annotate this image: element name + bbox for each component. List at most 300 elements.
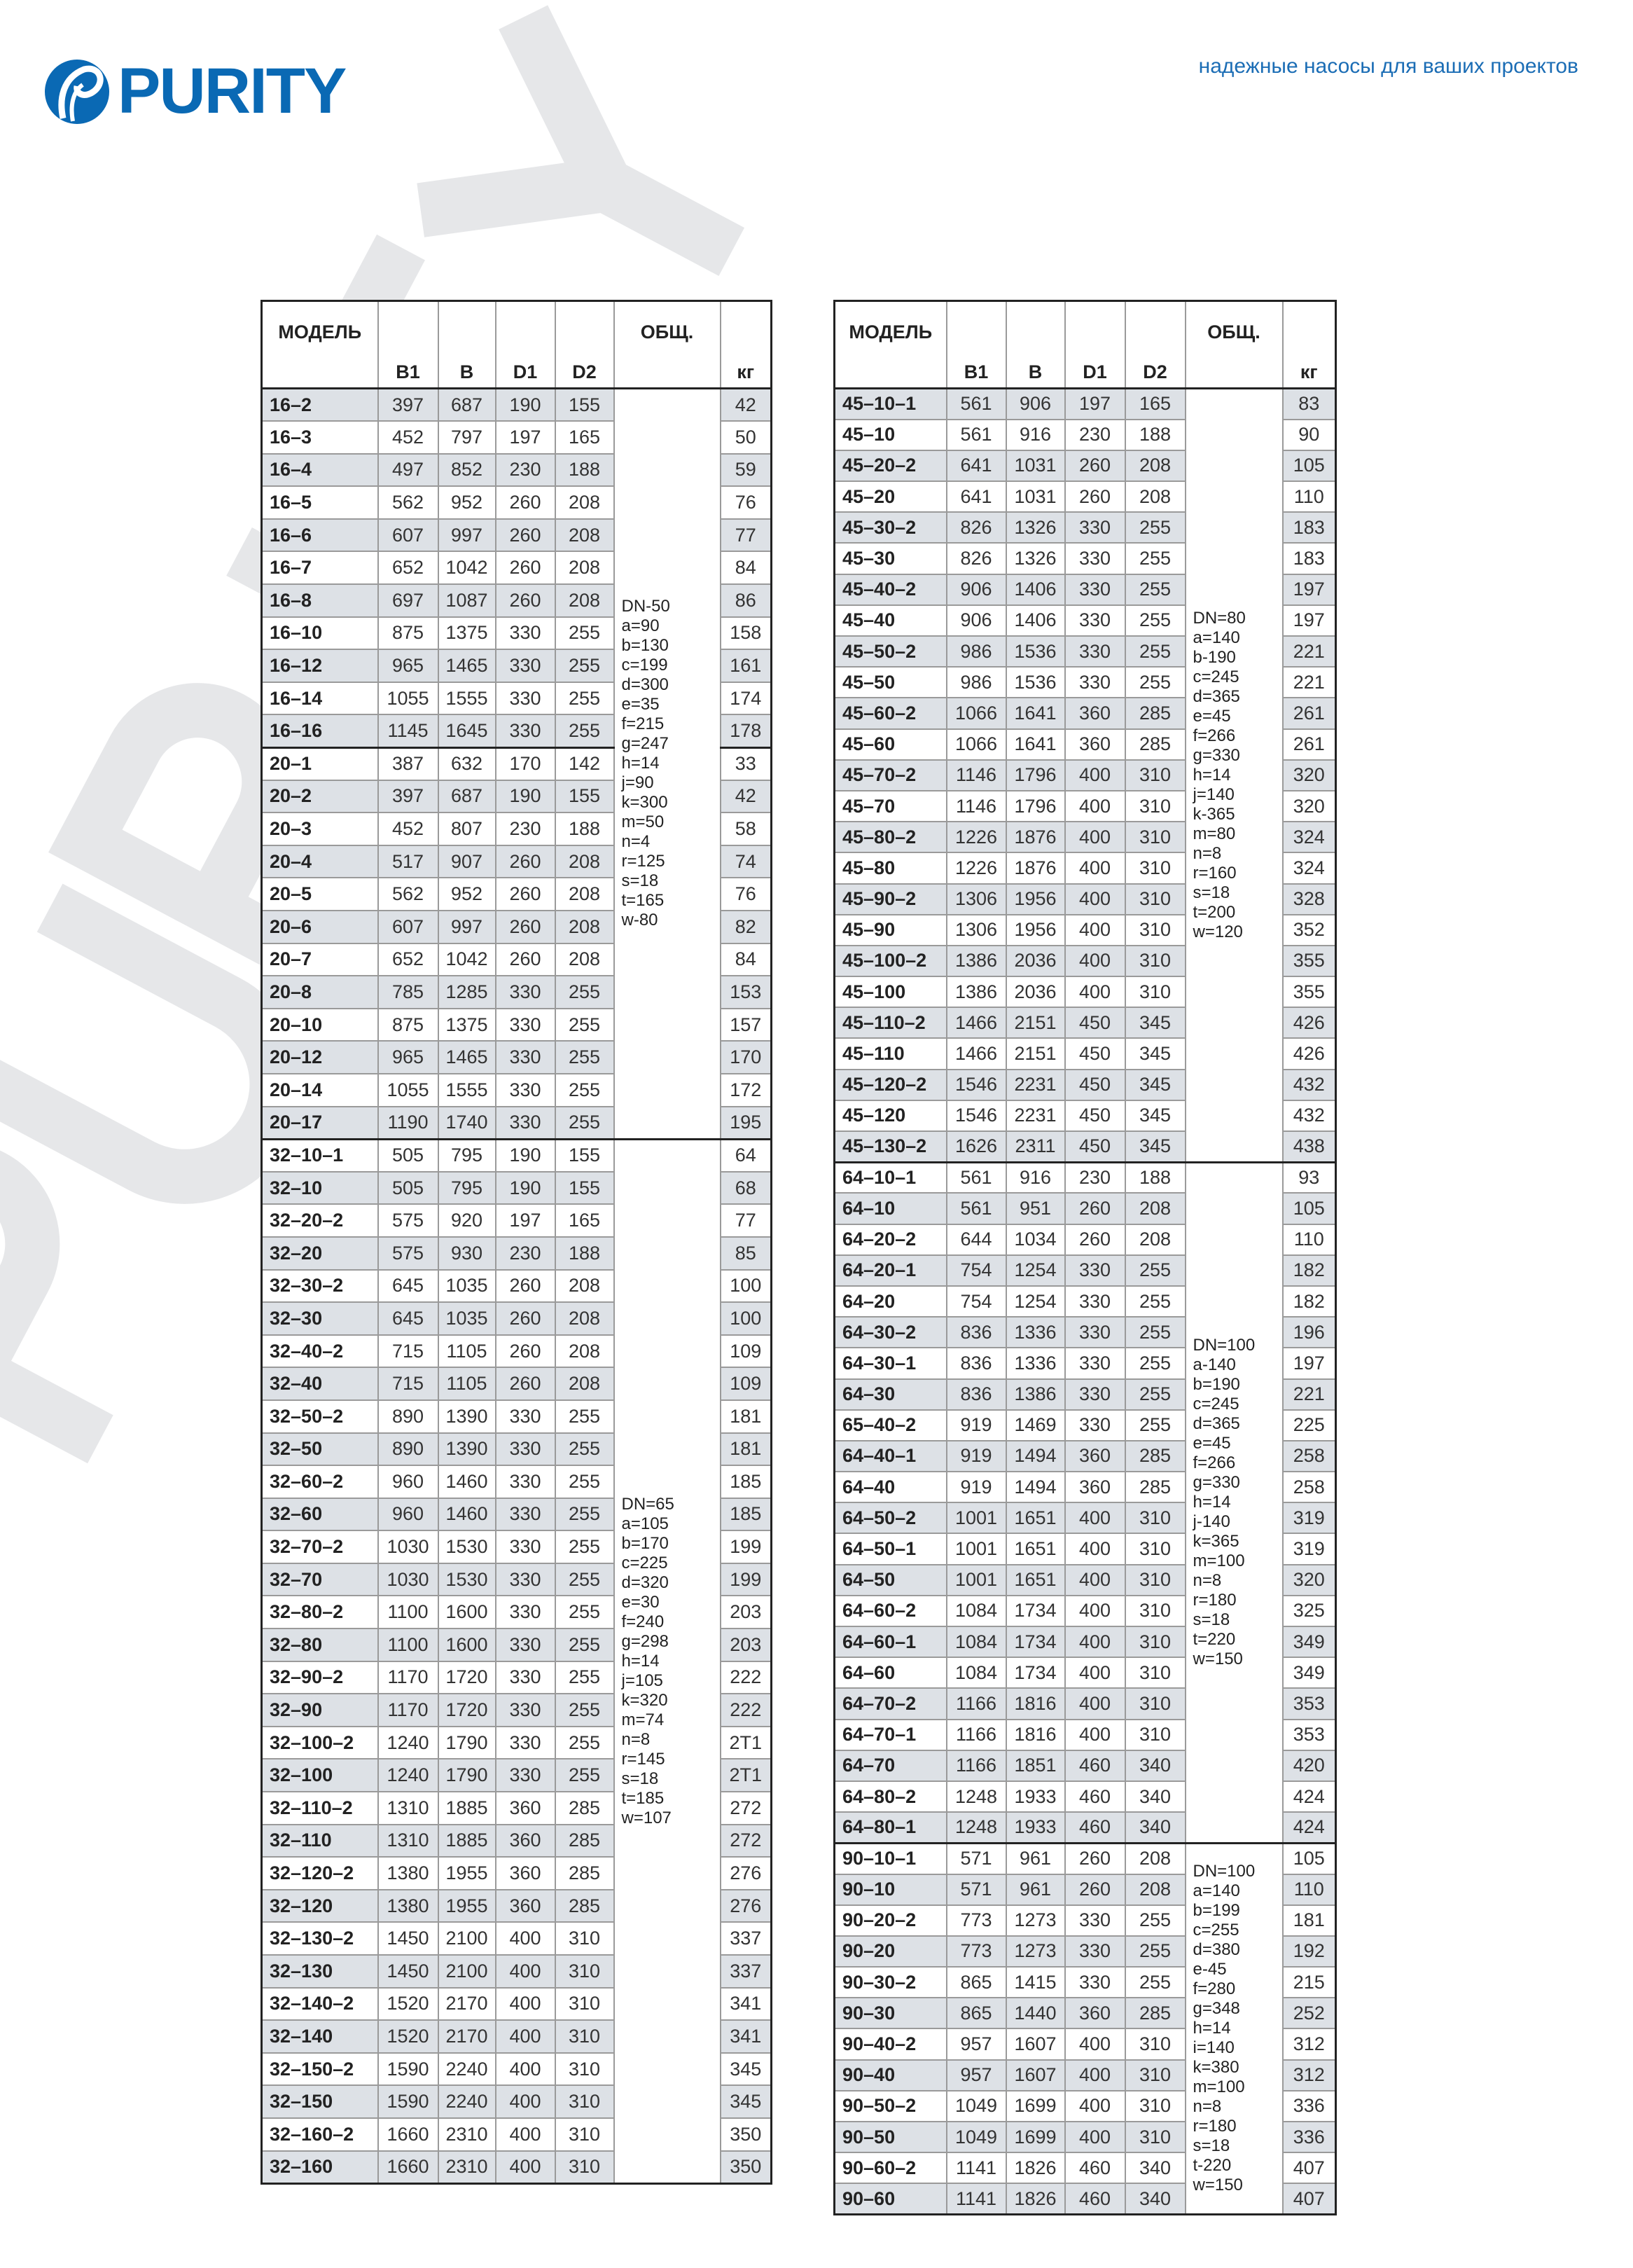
d1-cell: 260 [496,1335,555,1368]
d2-cell: 208 [555,519,614,552]
b1-cell: 1049 [947,2091,1006,2122]
model-cell: 32–130–2 [262,1922,378,1955]
b-cell: 916 [1006,1162,1065,1193]
model-cell: 32–160 [262,2151,378,2184]
b-cell: 1876 [1006,852,1065,883]
d1-cell: 190 [496,389,555,422]
d1-cell: 450 [1065,1038,1125,1069]
weight-cell: 221 [1283,636,1336,667]
d2-cell: 340 [1125,1781,1186,1812]
d1-cell: 260 [1065,1193,1125,1224]
b-cell: 795 [438,1139,496,1172]
model-cell: 90–40–2 [835,2028,947,2059]
d1-cell: 260 [496,911,555,943]
weight-cell: 105 [1283,450,1336,481]
b-cell: 1375 [438,617,496,650]
column-header: МОДЕЛЬ [835,301,947,389]
model-cell: 32–150–2 [262,2053,378,2086]
b1-cell: 1590 [378,2085,438,2118]
d2-cell: 285 [1125,1472,1186,1502]
b-cell: 1326 [1006,512,1065,543]
b1-cell: 754 [947,1255,1006,1286]
b1-cell: 986 [947,636,1006,667]
model-cell: 20–17 [262,1107,378,1140]
b1-cell: 1226 [947,852,1006,883]
d2-cell: 255 [555,1629,614,1661]
b-cell: 632 [438,747,496,780]
d1-cell: 400 [496,1988,555,2021]
d2-cell: 255 [555,1530,614,1563]
d1-cell: 450 [1065,1100,1125,1131]
d1-cell: 260 [1065,450,1125,481]
d1-cell: 460 [1065,1812,1125,1843]
d1-cell: 330 [1065,667,1125,698]
weight-cell: 272 [721,1792,772,1825]
b1-cell: 754 [947,1286,1006,1317]
b1-cell: 1386 [947,946,1006,976]
d1-cell: 400 [1065,976,1125,1007]
model-cell: 32–80 [262,1629,378,1661]
weight-cell: 352 [1283,915,1336,946]
d2-cell: 155 [555,780,614,813]
weight-cell: 76 [721,486,772,519]
b1-cell: 1520 [378,2020,438,2053]
d1-cell: 330 [496,1759,555,1792]
weight-cell: 185 [721,1465,772,1498]
model-cell: 64–70 [835,1750,947,1781]
b1-cell: 1306 [947,915,1006,946]
weight-cell: 174 [721,682,772,715]
b1-cell: 1170 [378,1661,438,1694]
b1-cell: 1380 [378,1890,438,1923]
weight-cell: 424 [1283,1781,1336,1812]
d1-cell: 400 [496,2020,555,2053]
weight-cell: 183 [1283,543,1336,574]
model-cell: 64–10–1 [835,1162,947,1193]
column-header: В1 [947,301,1006,389]
model-cell: 16–8 [262,584,378,617]
d1-cell: 360 [496,1890,555,1923]
b1-cell: 562 [378,878,438,911]
b1-cell: 1146 [947,791,1006,822]
b1-cell: 607 [378,911,438,943]
d2-cell: 208 [555,486,614,519]
b1-cell: 517 [378,845,438,878]
b-cell: 797 [438,421,496,454]
b-cell: 2170 [438,2020,496,2053]
weight-cell: 109 [721,1335,772,1368]
b-cell: 2231 [1006,1100,1065,1131]
b-cell: 1465 [438,1041,496,1074]
b-cell: 1494 [1006,1472,1065,1502]
d1-cell: 330 [496,1041,555,1074]
weight-cell: 341 [721,2020,772,2053]
logo [42,55,345,128]
b1-cell: 497 [378,454,438,487]
d2-cell: 208 [555,878,614,911]
d2-cell: 310 [1125,1596,1186,1626]
b-cell: 961 [1006,1874,1065,1905]
d2-cell: 345 [1125,1070,1186,1100]
weight-cell: 74 [721,845,772,878]
d1-cell: 330 [1065,1936,1125,1967]
d1-cell: 260 [1065,481,1125,512]
weight-cell: 324 [1283,852,1336,883]
d1-cell: 400 [1065,2060,1125,2091]
d2-cell: 208 [555,551,614,584]
dimensions-table-left [260,300,772,2185]
b-cell: 1651 [1006,1565,1065,1596]
b-cell: 1720 [438,1661,496,1694]
b-cell: 1536 [1006,667,1065,698]
d2-cell: 255 [555,1498,614,1531]
d2-cell: 310 [1125,1626,1186,1657]
b1-cell: 715 [378,1367,438,1400]
b-cell: 1105 [438,1335,496,1368]
model-cell: 64–50 [835,1565,947,1596]
b-cell: 1469 [1006,1410,1065,1441]
b-cell: 1034 [1006,1224,1065,1255]
model-cell: 16–16 [262,714,378,747]
d2-cell: 188 [1125,420,1186,450]
d1-cell: 330 [496,1465,555,1498]
b-cell: 2151 [1006,1007,1065,1038]
b-cell: 1035 [438,1270,496,1303]
b-cell: 997 [438,911,496,943]
d1-cell: 400 [1065,2028,1125,2059]
model-cell: 16–3 [262,421,378,454]
model-cell: 64–40 [835,1472,947,1502]
b-cell: 2310 [438,2151,496,2184]
weight-cell: 2T1 [721,1727,772,1759]
model-cell: 45–130–2 [835,1131,947,1162]
model-cell: 45–70–2 [835,760,947,791]
weight-cell: 355 [1283,946,1336,976]
d1-cell: 360 [496,1792,555,1825]
b1-cell: 1055 [378,1074,438,1107]
model-cell: 32–130 [262,1955,378,1988]
column-header: В1 [378,301,438,389]
model-cell: 90–60–2 [835,2152,947,2183]
d1-cell: 190 [496,780,555,813]
b1-cell: 397 [378,780,438,813]
weight-cell: 345 [721,2053,772,2086]
model-cell: 45–120 [835,1100,947,1131]
d2-cell: 310 [1125,2091,1186,2122]
b1-cell: 1248 [947,1812,1006,1843]
d2-cell: 208 [1125,1874,1186,1905]
b1-cell: 919 [947,1472,1006,1502]
d2-cell: 255 [555,1009,614,1042]
d2-cell: 255 [555,682,614,715]
b-cell: 2240 [438,2085,496,2118]
b-cell: 1536 [1006,636,1065,667]
model-cell: 90–30 [835,1998,947,2028]
b1-cell: 561 [947,1162,1006,1193]
weight-cell: 320 [1283,1565,1336,1596]
weight-cell: 203 [721,1596,772,1629]
model-cell: 64–50–1 [835,1533,947,1564]
weight-cell: 349 [1283,1657,1336,1688]
weight-cell: 42 [721,389,772,422]
d2-cell: 285 [555,1792,614,1825]
b1-cell: 575 [378,1204,438,1237]
d1-cell: 260 [496,943,555,976]
b-cell: 907 [438,845,496,878]
weight-cell: 407 [1283,2183,1336,2214]
model-cell: 64–30–2 [835,1317,947,1348]
d1-cell: 400 [1065,915,1125,946]
model-cell: 32–70 [262,1563,378,1596]
d1-cell: 330 [1065,605,1125,636]
weight-cell: 2T1 [721,1759,772,1792]
b1-cell: 1084 [947,1596,1006,1626]
model-cell: 45–80 [835,852,947,883]
b1-cell: 1030 [378,1530,438,1563]
model-cell: 45–20 [835,481,947,512]
model-cell: 64–80–1 [835,1812,947,1843]
b1-cell: 1450 [378,1922,438,1955]
b1-cell: 1001 [947,1533,1006,1564]
b-cell: 687 [438,389,496,422]
d2-cell: 310 [1125,2122,1186,2152]
weight-cell: 50 [721,421,772,454]
b-cell: 1955 [438,1857,496,1890]
d1-cell: 460 [1065,1781,1125,1812]
d1-cell: 330 [496,1694,555,1727]
watermark-letter-y [421,18,783,349]
b1-cell: 1100 [378,1629,438,1661]
b-cell: 1555 [438,682,496,715]
weight-cell: 84 [721,551,772,584]
d1-cell: 330 [496,976,555,1009]
d1-cell: 260 [496,845,555,878]
d2-cell: 255 [555,1759,614,1792]
b1-cell: 875 [378,1009,438,1042]
d2-cell: 345 [1125,1007,1186,1038]
d1-cell: 400 [1065,822,1125,852]
d2-cell: 188 [555,454,614,487]
weight-cell: 328 [1283,884,1336,915]
weight-cell: 438 [1283,1131,1336,1162]
d1-cell: 330 [496,1433,555,1466]
model-cell: 32–60–2 [262,1465,378,1498]
b1-cell: 575 [378,1237,438,1270]
model-cell: 64–70–2 [835,1688,947,1719]
table-row [262,1139,772,1172]
model-cell: 32–120 [262,1890,378,1923]
weight-cell: 199 [721,1530,772,1563]
weight-cell: 197 [1283,605,1336,636]
b-cell: 1933 [1006,1781,1065,1812]
d1-cell: 330 [1065,1286,1125,1317]
d1-cell: 190 [496,1139,555,1172]
b-cell: 951 [1006,1193,1065,1224]
weight-cell: 110 [1283,481,1336,512]
b1-cell: 875 [378,617,438,650]
b-cell: 1851 [1006,1750,1065,1781]
d1-cell: 260 [1065,1224,1125,1255]
d1-cell: 400 [1065,852,1125,883]
b1-cell: 1240 [378,1727,438,1759]
d1-cell: 190 [496,1172,555,1205]
weight-cell: 158 [721,617,772,650]
b1-cell: 1084 [947,1626,1006,1657]
b-cell: 1790 [438,1759,496,1792]
d2-cell: 255 [555,1074,614,1107]
b-cell: 1336 [1006,1348,1065,1378]
d1-cell: 260 [496,1270,555,1303]
d2-cell: 310 [555,2020,614,2053]
b1-cell: 1190 [378,1107,438,1140]
b1-cell: 1030 [378,1563,438,1596]
model-cell: 16–14 [262,682,378,715]
b-cell: 2036 [1006,976,1065,1007]
b1-cell: 1240 [378,1759,438,1792]
b1-cell: 1055 [378,682,438,715]
b1-cell: 645 [378,1270,438,1303]
b1-cell: 562 [378,486,438,519]
d2-cell: 285 [555,1857,614,1890]
d1-cell: 400 [1065,1657,1125,1688]
b-cell: 997 [438,519,496,552]
d2-cell: 255 [555,1465,614,1498]
d1-cell: 230 [1065,420,1125,450]
weight-cell: 312 [1283,2028,1336,2059]
d2-cell: 340 [1125,2183,1186,2214]
b1-cell: 986 [947,667,1006,698]
d1-cell: 230 [1065,1162,1125,1193]
d2-cell: 208 [555,1270,614,1303]
model-cell: 32–140–2 [262,1988,378,2021]
weight-cell: 350 [721,2151,772,2184]
d2-cell: 255 [555,1041,614,1074]
header-row [262,301,772,389]
weight-cell: 199 [721,1563,772,1596]
d1-cell: 400 [1065,1565,1125,1596]
d1-cell: 330 [496,682,555,715]
d2-cell: 345 [1125,1038,1186,1069]
b1-cell: 1380 [378,1857,438,1890]
b-cell: 2311 [1006,1131,1065,1162]
d1-cell: 260 [1065,1874,1125,1905]
weight-cell: 258 [1283,1441,1336,1472]
weight-cell: 272 [721,1825,772,1858]
b-cell: 1600 [438,1629,496,1661]
flange-dimensions-notes: DN-50 a=90 b=130 c=199 d=300 e=35 f=215 g=247 h=14 j=90 k=300 m=50 n=4 r=125 s=18 t=165 w-80 [614,389,721,1140]
d1-cell: 360 [1065,1998,1125,2028]
model-cell: 90–20–2 [835,1905,947,1936]
d2-cell: 255 [555,976,614,1009]
b1-cell: 957 [947,2028,1006,2059]
column-header: МОДЕЛЬ [262,301,378,389]
weight-cell: 276 [721,1890,772,1923]
model-cell: 32–60 [262,1498,378,1531]
b-cell: 1699 [1006,2122,1065,2152]
purity-logo-icon [42,57,112,127]
b-cell: 1254 [1006,1286,1065,1317]
b-cell: 1273 [1006,1905,1065,1936]
d1-cell: 400 [1065,791,1125,822]
d2-cell: 310 [1125,1565,1186,1596]
d2-cell: 142 [555,747,614,780]
model-cell: 20–14 [262,1074,378,1107]
weight-cell: 349 [1283,1626,1336,1657]
weight-cell: 58 [721,813,772,845]
b1-cell: 1310 [378,1825,438,1858]
model-cell: 20–5 [262,878,378,911]
weight-cell: 195 [721,1107,772,1140]
model-cell: 45–120–2 [835,1070,947,1100]
b1-cell: 773 [947,1905,1006,1936]
b1-cell: 715 [378,1335,438,1368]
model-cell: 32–20 [262,1237,378,1270]
b-cell: 1406 [1006,574,1065,605]
flange-dimensions-notes: DN=65 a=105 b=170 c=225 d=320 e=30 f=240 g=298 h=14 j=105 k=320 m=74 n=8 r=145 s=18 t=185 w=107 [614,1139,721,2183]
model-cell: 16–10 [262,617,378,650]
table-row [835,1162,1336,1193]
model-cell: 32–40–2 [262,1335,378,1368]
b-cell: 1826 [1006,2152,1065,2183]
d2-cell: 188 [1125,1162,1186,1193]
d1-cell: 330 [1065,1410,1125,1441]
b1-cell: 1145 [378,714,438,747]
d2-cell: 310 [1125,760,1186,791]
model-cell: 20–2 [262,780,378,813]
model-cell: 64–10 [835,1193,947,1224]
weight-cell: 337 [721,1955,772,1988]
weight-cell: 350 [721,2118,772,2151]
d2-cell: 255 [1125,1317,1186,1348]
flange-dimensions-notes: DN=100 a-140 b=190 c=245 d=365 e=45 f=266 g=330 h=14 j-140 k=365 m=100 n=8 r=180 s=18 t=220 w=150 [1186,1162,1283,1843]
weight-cell: 336 [1283,2122,1336,2152]
b-cell: 1465 [438,649,496,682]
b-cell: 1254 [1006,1255,1065,1286]
d1-cell: 260 [1065,1843,1125,1874]
d2-cell: 345 [1125,1131,1186,1162]
b-cell: 1386 [1006,1379,1065,1410]
weight-cell: 182 [1283,1286,1336,1317]
b-cell: 1651 [1006,1502,1065,1533]
d2-cell: 255 [1125,512,1186,543]
weight-cell: 203 [721,1629,772,1661]
b-cell: 1390 [438,1400,496,1433]
b1-cell: 906 [947,605,1006,636]
d1-cell: 400 [496,2118,555,2151]
b1-cell: 960 [378,1498,438,1531]
d2-cell: 310 [1125,822,1186,852]
model-cell: 45–40 [835,605,947,636]
weight-cell: 181 [1283,1905,1336,1936]
weight-cell: 153 [721,976,772,1009]
d2-cell: 188 [555,1237,614,1270]
weight-cell: 222 [721,1661,772,1694]
b-cell: 1790 [438,1727,496,1759]
weight-cell: 85 [721,1237,772,1270]
model-cell: 20–3 [262,813,378,845]
d1-cell: 330 [496,1400,555,1433]
table-row [835,1843,1336,1874]
d2-cell: 340 [1125,1812,1186,1843]
weight-cell: 261 [1283,729,1336,760]
b1-cell: 906 [947,574,1006,605]
weight-cell: 432 [1283,1070,1336,1100]
d1-cell: 330 [1065,1905,1125,1936]
weight-cell: 407 [1283,2152,1336,2183]
b-cell: 1651 [1006,1533,1065,1564]
weight-cell: 426 [1283,1038,1336,1069]
b-cell: 1816 [1006,1688,1065,1719]
